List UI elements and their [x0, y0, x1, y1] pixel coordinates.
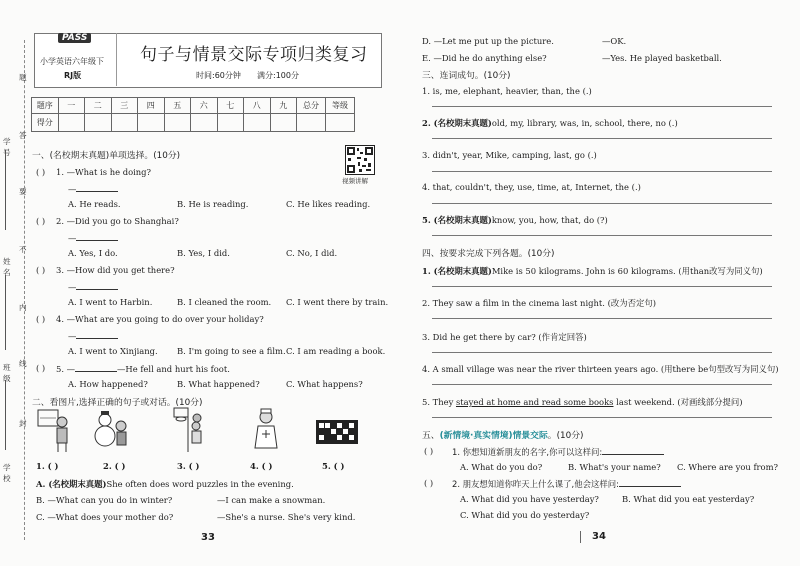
picture-painting: [36, 406, 72, 454]
score-cell[interactable]: [58, 114, 85, 132]
seal-char: 题: [19, 73, 27, 82]
dash: —: [68, 233, 77, 243]
option-a: A. I went to Harbin.: [68, 297, 153, 307]
reorder-question: 1. is, me, elephant, heavier, than, the (.): [422, 86, 592, 96]
question-text: 5. They: [422, 397, 456, 407]
option-c: C. I am reading a book.: [286, 346, 386, 356]
qr-caption: 视频讲解: [342, 177, 368, 185]
option-b: B. I cleaned the room.: [177, 297, 272, 307]
score-header-cell: 七: [217, 98, 244, 114]
picture-answer[interactable]: 5. ( ): [322, 461, 345, 471]
answer-paren[interactable]: ( ): [36, 363, 46, 373]
reorder-question: 3. didn't, year, Mike, camping, last, go (.): [422, 150, 597, 160]
score-header-cell: 等级: [326, 98, 355, 114]
answer-paren[interactable]: ( ): [36, 216, 46, 226]
dash: —: [68, 184, 77, 194]
question-words: old, my, library, was, in, school, there, no (.): [491, 118, 678, 128]
option-a-sentence: [36, 478, 294, 490]
question-text: 4. —What are you going to do over your holiday?: [56, 314, 264, 324]
option-b: B. What's your name?: [568, 462, 661, 472]
dialogue-blank[interactable]: [68, 232, 118, 243]
class-label: 班级: [3, 363, 11, 383]
seal-char: 不: [19, 245, 27, 254]
section-1-title: 一、(名校期末真题)单项选择。(10分): [32, 151, 181, 161]
answer-line[interactable]: [432, 171, 772, 172]
score-header-cell: 一: [58, 98, 85, 114]
answer-line[interactable]: [432, 318, 772, 319]
dash: —: [68, 331, 77, 341]
option-b-reply: —I can make a snowman.: [217, 495, 326, 505]
rewrite-question: 2. They saw a film in the cinema last night. (改为否定句): [422, 298, 656, 308]
reorder-question: [422, 117, 678, 129]
question-text: 2. —Did you go to Shanghai?: [56, 216, 179, 226]
section-4-title: 四、按要求完成下列各题。(10分): [422, 249, 555, 259]
answer-blank[interactable]: [619, 478, 681, 487]
score-header-cell: 四: [138, 98, 165, 114]
qr-icon: [346, 146, 374, 174]
situation-question: [452, 478, 681, 490]
question-text: 1. —What is he doing?: [56, 167, 152, 177]
question-reply: —He fell and hurt his foot.: [117, 364, 230, 374]
answer-paren[interactable]: ( ): [36, 167, 46, 177]
answer-line[interactable]: [432, 384, 772, 385]
option-d-question: D. —Let me put up the picture.: [422, 36, 554, 46]
option-c: C. I went there by train.: [286, 297, 389, 307]
option-a: A. What do you do?: [460, 462, 543, 472]
question-text: 2. 朋友想知道你昨天上什么课了,他会这样问:: [452, 479, 619, 489]
student-id-line: [5, 150, 6, 230]
question-tag: 2. (名校期末真题): [422, 118, 492, 128]
option-a: A. He reads.: [68, 199, 121, 209]
option-a: A. I went to Xinjiang.: [68, 346, 158, 356]
option-c: C. No, I did.: [286, 248, 338, 258]
score-cell[interactable]: [138, 114, 165, 132]
score-header-cell: 二: [85, 98, 112, 114]
dialogue-blank[interactable]: [68, 281, 118, 292]
score-cell[interactable]: [244, 114, 271, 132]
answer-line[interactable]: [432, 203, 772, 204]
seal-char: 答: [19, 131, 27, 140]
seal-line: [24, 40, 25, 540]
reorder-question: [422, 214, 608, 226]
name-line: [5, 275, 6, 350]
score-cell[interactable]: [164, 114, 191, 132]
option-b-question: B. —What can you do in winter?: [36, 495, 173, 505]
picture-word-puzzle: [316, 420, 358, 444]
pass-logo: PASS: [58, 33, 91, 43]
option-tag: A. (名校期末真题): [36, 479, 107, 489]
section-3-title: 三、连词成句。(10分): [422, 71, 511, 81]
score-cell[interactable]: [111, 114, 138, 132]
score-cell[interactable]: [270, 114, 297, 132]
answer-paren[interactable]: ( ): [36, 314, 46, 324]
rewrite-question: [422, 265, 763, 277]
seal-char: 内: [19, 303, 27, 312]
score-header-cell: 八: [244, 98, 271, 114]
score-cell[interactable]: [217, 114, 244, 132]
option-c: C. What did you do yesterday?: [460, 510, 590, 520]
qr-code[interactable]: [345, 145, 375, 175]
answer-line[interactable]: [432, 235, 772, 236]
picture-answer[interactable]: 4. ( ): [250, 461, 273, 471]
answer-line[interactable]: [432, 417, 772, 418]
question-text: 3. —How did you get there?: [56, 265, 175, 275]
score-cell[interactable]: [85, 114, 112, 132]
question-text: last weekend. (对画线部分提问): [613, 397, 743, 407]
section-5-title: [422, 428, 583, 441]
page-title: 句子与情景交际专项归类复习: [140, 45, 368, 65]
answer-paren[interactable]: ( ): [424, 478, 434, 488]
class-line: [5, 380, 6, 450]
student-id-label: 学号: [3, 137, 11, 157]
picture-answer[interactable]: 2. ( ): [103, 461, 126, 471]
option-c: C. Where are you from?: [677, 462, 779, 472]
option-b: B. Yes, I did.: [177, 248, 230, 258]
option-b: B. What happened?: [177, 379, 260, 389]
page-number-right: 34: [592, 531, 606, 542]
answer-blank[interactable]: [75, 363, 117, 372]
underlined-phrase: stayed at home and read some books: [455, 397, 614, 407]
option-c: C. What happens?: [286, 379, 363, 389]
score-table: [31, 97, 355, 132]
option-a: A. How happened?: [68, 379, 148, 389]
rewrite-question: 4. A small village was near the river thirteen years ago. (用there be句型改写为同义句): [422, 364, 779, 374]
answer-line[interactable]: [432, 352, 772, 353]
dash: —: [68, 282, 77, 292]
score-header-cell: 五: [164, 98, 191, 114]
answer-paren[interactable]: ( ): [36, 265, 46, 275]
option-d-reply: —OK.: [602, 36, 627, 46]
section-number: 五、: [422, 431, 440, 441]
section-tag: (新情境·真实情境)情景交际: [439, 431, 548, 441]
rewrite-question: [422, 396, 743, 408]
time-label: 时间:60分钟: [196, 71, 241, 80]
option-a: A. What did you have yesterday?: [460, 494, 599, 504]
seal-char: 封: [19, 419, 27, 428]
answer-line[interactable]: [432, 286, 772, 287]
option-b: B. He is reading.: [177, 199, 249, 209]
option-text: She often does word puzzles in the evening.: [106, 479, 294, 489]
seal-char: 要: [19, 187, 27, 196]
score-cell[interactable]: [297, 114, 326, 132]
answer-line[interactable]: [432, 106, 772, 107]
option-c: C. He likes reading.: [286, 199, 371, 209]
score-header-cell: 总分: [297, 98, 326, 114]
option-b: B. I'm going to see a film.: [177, 346, 286, 356]
option-e-reply: —Yes. He played basketball.: [602, 53, 722, 63]
picture-snowman: [93, 406, 129, 454]
question-tag: 1. (名校期末真题): [422, 266, 492, 276]
score-cell[interactable]: [191, 114, 218, 132]
dialogue-blank[interactable]: [68, 330, 118, 341]
score-label: 满分:100分: [257, 71, 299, 80]
score-row-label: 得分: [32, 114, 59, 132]
question-text: Mike is 50 kilograms. John is 60 kilograms. (用than改写为同义句): [491, 266, 763, 276]
picture-basketball: [170, 406, 206, 454]
name-label: 姓名: [3, 257, 11, 277]
score-header-cell: 六: [191, 98, 218, 114]
grade-label: 小学英语六年级下: [40, 57, 104, 66]
question-words: know, you, how, that, do (?): [491, 215, 608, 225]
question-prefix: 5. —: [56, 364, 76, 374]
page-number-left: 33: [201, 532, 215, 543]
question-text: 1. 你想知道新朋友的名字,你可以这样问:: [452, 447, 603, 457]
answer-paren[interactable]: ( ): [424, 446, 434, 456]
picture-answer[interactable]: 1. ( ): [36, 461, 59, 471]
section-2-title: 二、看图片,选择正确的句子或对话。(10分): [32, 398, 203, 408]
question-text: [56, 363, 230, 374]
question-tag: 5. (名校期末真题): [422, 215, 492, 225]
page-divider: [580, 531, 581, 543]
answer-line[interactable]: [432, 138, 772, 139]
option-e-question: E. —Did he do anything else?: [422, 53, 547, 63]
reorder-question: 4. that, couldn't, they, use, time, at, Internet, the (.): [422, 182, 641, 192]
seal-char: 线: [19, 359, 27, 368]
score-header-cell: 九: [270, 98, 297, 114]
section-score: 。(10分): [547, 431, 584, 441]
option-c-question: C. —What does your mother do?: [36, 512, 174, 522]
option-c-reply: —She's a nurse. She's very kind.: [217, 512, 356, 522]
picture-answer[interactable]: 3. ( ): [177, 461, 200, 471]
answer-blank[interactable]: [602, 446, 664, 455]
dialogue-blank[interactable]: [68, 183, 118, 194]
edition-label: RJ版: [64, 71, 82, 80]
option-a: A. Yes, I do.: [68, 248, 118, 258]
situation-question: [452, 446, 664, 458]
school-label: 学校: [3, 463, 11, 483]
score-header-cell: 题序: [32, 98, 59, 114]
rewrite-question: 3. Did he get there by car? (作肯定回答): [422, 332, 587, 342]
score-header-cell: 三: [111, 98, 138, 114]
picture-nurse: [248, 406, 284, 454]
option-b: B. What did you eat yesterday?: [622, 494, 755, 504]
score-cell[interactable]: [326, 114, 355, 132]
